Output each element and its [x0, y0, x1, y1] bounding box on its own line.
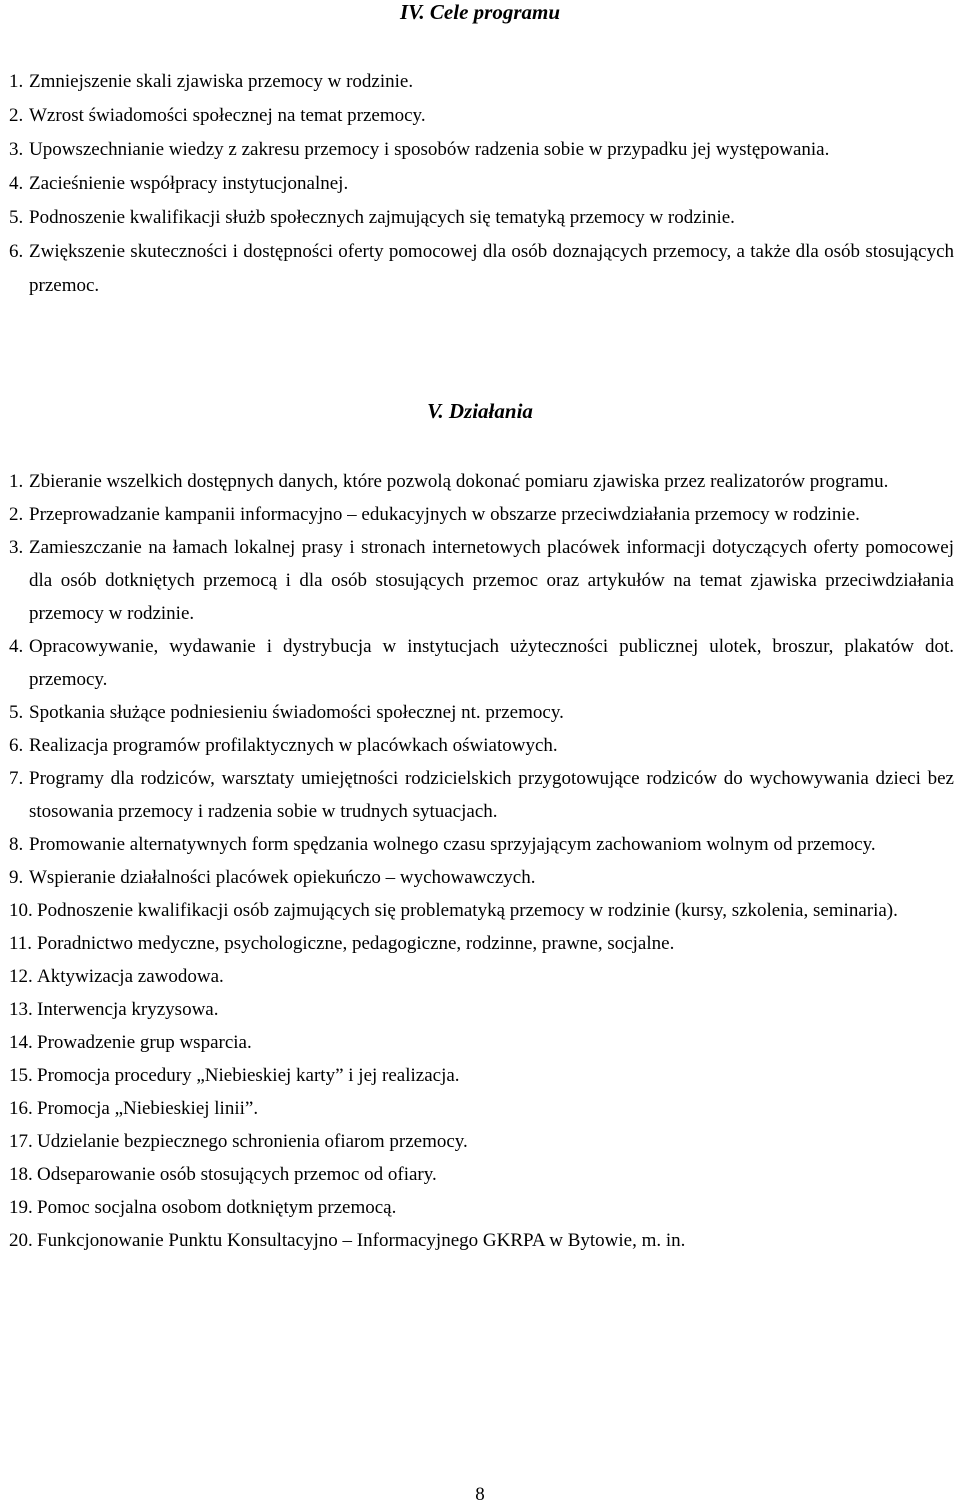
- list-item: [0, 1026, 960, 1059]
- item-number: 6.: [9, 735, 24, 756]
- item-number: 1.: [9, 71, 24, 92]
- item-number: 5.: [9, 207, 24, 228]
- list-item: [0, 99, 960, 133]
- list-item: [0, 65, 960, 99]
- list-item: [0, 201, 960, 235]
- list-item: [0, 1224, 960, 1257]
- list-item: [0, 1158, 960, 1191]
- list-item: [0, 235, 960, 303]
- list-item: [0, 531, 960, 630]
- item-number: 2.: [9, 504, 24, 525]
- item-text: Funkcjonowanie Punktu Konsultacyjno – Informacyjnego GKRPA w Bytowie, m. in.: [37, 1230, 686, 1251]
- item-text: Udzielanie bezpiecznego schronienia ofiarom przemocy.: [37, 1131, 468, 1152]
- item-number: 17.: [9, 1131, 33, 1152]
- item-number: 1.: [9, 471, 24, 492]
- list-item: [0, 1125, 960, 1158]
- list-item: [0, 1191, 960, 1224]
- item-number: 3.: [9, 139, 24, 160]
- item-number: 5.: [9, 702, 24, 723]
- list-item: [0, 993, 960, 1026]
- item-text: Upowszechnianie wiedzy z zakresu przemocy i sposobów radzenia sobie w przypadku jej występowania.: [29, 139, 830, 160]
- list-item: [0, 828, 960, 861]
- item-number: 2.: [9, 105, 24, 126]
- item-text: Zmniejszenie skali zjawiska przemocy w rodzinie.: [29, 71, 414, 92]
- list-item: [0, 1059, 960, 1092]
- item-text: Prowadzenie grup wsparcia.: [37, 1032, 252, 1053]
- item-number: 14.: [9, 1032, 33, 1053]
- item-text: Spotkania służące podniesieniu świadomości społecznej nt. przemocy.: [29, 702, 564, 723]
- item-text: Wspieranie działalności placówek opiekuńczo – wychowawczych.: [29, 867, 536, 888]
- list-item: [0, 465, 960, 498]
- item-number: 18.: [9, 1164, 33, 1185]
- item-number: 15.: [9, 1065, 33, 1086]
- item-number: 19.: [9, 1197, 33, 1218]
- item-text: Zwiększenie skuteczności i dostępności oferty pomocowej dla osób doznających przemocy, a także dla osób stosujących przemoc.: [29, 241, 954, 296]
- item-text: Promowanie alternatywnych form spędzania wolnego czasu sprzyjającym zachowaniom wolnym od przemocy.: [29, 834, 876, 855]
- goals-list: [0, 65, 960, 303]
- item-text: Programy dla rodziców, warsztaty umiejętności rodzicielskich przygotowujące rodziców do wychowywania dzieci bez stosowania przemocy i radzenia sobie w trudnych sytuacjach.: [29, 768, 954, 822]
- item-number: 9.: [9, 867, 24, 888]
- list-item: [0, 133, 960, 167]
- item-number: 20.: [9, 1230, 33, 1251]
- list-item: [0, 861, 960, 894]
- item-text: Realizacja programów profilaktycznych w placówkach oświatowych.: [29, 735, 558, 756]
- list-item: [0, 729, 960, 762]
- list-item: [0, 696, 960, 729]
- item-text: Aktywizacja zawodowa.: [37, 966, 224, 987]
- item-text: Promocja procedury „Niebieskiej karty” i jej realizacja.: [37, 1065, 460, 1086]
- item-number: 13.: [9, 999, 33, 1020]
- item-text: Zamieszczanie na łamach lokalnej prasy i stronach internetowych placówek informacji dotyczących oferty pomocowej dla osób dotkniętych przemocą i dla osób stosujących przemoc oraz artykułów na temat zjawiska przeciwdziałania przemocy w rodzinie.: [29, 537, 954, 624]
- item-number: 16.: [9, 1098, 33, 1119]
- item-text: Podnoszenie kwalifikacji służb społecznych zajmujących się tematyką przemocy w rodzinie.: [29, 207, 735, 228]
- item-text: Opracowywanie, wydawanie i dystrybucja w instytucjach użyteczności publicznej ulotek, broszur, plakatów dot. przemocy.: [29, 636, 954, 690]
- item-text: Zbieranie wszelkich dostępnych danych, które pozwolą dokonać pomiaru zjawiska przez realizatorów programu.: [29, 471, 889, 492]
- section-heading-goals: IV. Cele programu: [399, 0, 561, 24]
- item-text: Zacieśnienie współpracy instytucjonalnej.: [29, 173, 349, 194]
- item-text: Podnoszenie kwalifikacji osób zajmujących się problematyką przemocy w rodzinie (kursy, szkolenia, seminaria).: [37, 900, 898, 921]
- item-text: Promocja „Niebieskiej linii”.: [37, 1098, 259, 1119]
- item-text: Przeprowadzanie kampanii informacyjno – edukacyjnych w obszarze przeciwdziałania przemocy w rodzinie.: [29, 504, 860, 525]
- item-number: 8.: [9, 834, 24, 855]
- item-text: Poradnictwo medyczne, psychologiczne, pedagogiczne, rodzinne, prawne, socjalne.: [37, 933, 675, 954]
- list-item: [0, 167, 960, 201]
- item-number: 10.: [9, 900, 33, 921]
- list-item: [0, 630, 960, 696]
- item-text: Odseparowanie osób stosujących przemoc od ofiary.: [37, 1164, 437, 1185]
- item-number: 4.: [9, 636, 24, 657]
- item-number: 12.: [9, 966, 33, 987]
- item-text: Interwencja kryzysowa.: [37, 999, 219, 1020]
- list-item: [0, 498, 960, 531]
- item-text: Pomoc socjalna osobom dotkniętym przemocą.: [37, 1197, 397, 1218]
- page-number: 8: [475, 1484, 485, 1505]
- actions-list: [0, 465, 960, 1257]
- item-text: Wzrost świadomości społecznej na temat przemocy.: [29, 105, 426, 126]
- list-item: [0, 960, 960, 993]
- item-number: 7.: [9, 768, 24, 789]
- list-item: [0, 762, 960, 828]
- item-number: 6.: [9, 241, 24, 262]
- section-heading-actions: V. Działania: [427, 399, 533, 423]
- list-item: [0, 894, 960, 927]
- list-item: [0, 927, 960, 960]
- item-number: 11.: [9, 933, 33, 954]
- item-number: 3.: [9, 537, 24, 558]
- item-number: 4.: [9, 173, 24, 194]
- list-item: [0, 1092, 960, 1125]
